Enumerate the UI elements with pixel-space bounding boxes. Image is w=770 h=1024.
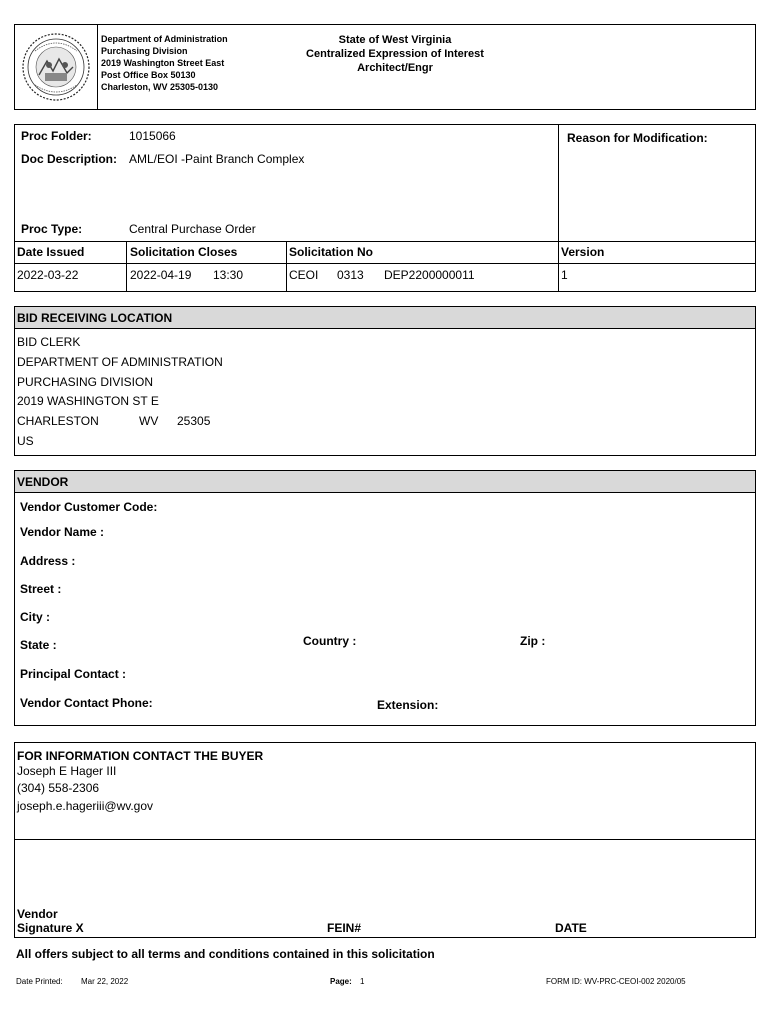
- vendor-heading: VENDOR: [17, 475, 69, 489]
- vendor-zip-label: Zip :: [520, 634, 546, 648]
- buyer-name: Joseph E Hager III: [17, 764, 117, 778]
- col-solicitation-closes: Solicitation Closes: [130, 245, 238, 259]
- contact-heading: FOR INFORMATION CONTACT THE BUYER: [17, 749, 264, 763]
- doc-title-line-2: Centralized Expression of Interest: [306, 48, 484, 60]
- proc-folder-label: Proc Folder:: [21, 129, 92, 143]
- bid-state: WV: [139, 414, 159, 428]
- dept-line-4: Post Office Box 50130: [101, 70, 196, 80]
- bid-location-box: [14, 306, 756, 456]
- date-label: DATE: [555, 921, 587, 935]
- solicitation-id: DEP2200000011: [384, 268, 475, 282]
- vendor-box: [14, 470, 756, 726]
- form-id: FORM ID: WV-PRC-CEOI-002 2020/05: [546, 977, 686, 986]
- reason-modification-label: Reason for Modification:: [567, 131, 708, 145]
- fein-label: FEIN#: [327, 921, 362, 935]
- closes-time-value: 13:30: [213, 268, 244, 282]
- vendor-header-bar: [15, 471, 755, 493]
- header-box: [14, 24, 756, 110]
- solicitation-number: 0313: [337, 268, 364, 282]
- vendor-state-label: State :: [20, 638, 57, 652]
- vendor-name-label: Vendor Name :: [20, 525, 105, 539]
- bid-country: US: [17, 434, 34, 448]
- vendor-country-label: Country :: [303, 634, 357, 648]
- doc-title-line-3: Architect/Engr: [357, 62, 433, 74]
- terms-notice: All offers subject to all terms and conditions contained in this solicitation: [16, 947, 435, 961]
- vendor-sig-label: Vendor: [17, 907, 58, 921]
- buyer-email: joseph.e.hageriii@wv.gov: [17, 799, 154, 813]
- bid-line-1: BID CLERK: [17, 335, 81, 349]
- col-date-issued: Date Issued: [17, 245, 85, 259]
- bid-line-2: DEPARTMENT OF ADMINISTRATION: [17, 355, 223, 369]
- contact-signature-box: [14, 742, 756, 938]
- page-number: 1: [360, 977, 365, 986]
- signature-x-label: Signature X: [17, 921, 84, 935]
- date-issued-value: 2022-03-22: [17, 268, 79, 282]
- proc-info-box: [14, 124, 756, 292]
- bid-zip: 25305: [177, 414, 211, 428]
- doc-description-label: Doc Description:: [21, 152, 118, 166]
- bid-city: CHARLESTON: [17, 414, 99, 428]
- vendor-city-label: City :: [20, 610, 50, 624]
- dept-line-1: Department of Administration: [101, 34, 228, 44]
- date-printed-value: Mar 22, 2022: [81, 977, 129, 986]
- closes-date-value: 2022-04-19: [130, 268, 192, 282]
- vendor-principal-contact-label: Principal Contact :: [20, 667, 127, 681]
- proc-type-label: Proc Type:: [21, 222, 83, 236]
- doc-description-value: AML/EOI -Paint Branch Complex: [129, 152, 305, 166]
- doc-title-line-1: State of West Virginia: [338, 34, 452, 46]
- state-seal-logo: [21, 31, 91, 103]
- date-printed-label: Date Printed:: [16, 977, 63, 986]
- buyer-phone: (304) 558-2306: [17, 781, 100, 795]
- vendor-street-label: Street :: [20, 582, 62, 596]
- vendor-extension-label: Extension:: [377, 698, 439, 712]
- dept-line-5: Charleston, WV 25305-0130: [101, 82, 219, 92]
- vendor-contact-phone-label: Vendor Contact Phone:: [20, 696, 153, 710]
- bid-line-4: 2019 WASHINGTON ST E: [17, 394, 159, 408]
- version-value: 1: [561, 268, 568, 282]
- dept-line-2: Purchasing Division: [101, 46, 188, 56]
- bid-location-heading: BID RECEIVING LOCATION: [17, 311, 173, 325]
- dept-line-3: 2019 Washington Street East: [101, 58, 225, 68]
- proc-type-value: Central Purchase Order: [129, 222, 256, 236]
- col-version: Version: [561, 245, 605, 259]
- bid-line-3: PURCHASING DIVISION: [17, 375, 154, 389]
- col-solicitation-no: Solicitation No: [289, 245, 373, 259]
- vendor-address-label: Address :: [20, 554, 76, 568]
- proc-folder-value: 1015066: [129, 129, 176, 143]
- solicitation-prefix: CEOI: [289, 268, 319, 282]
- vendor-customer-code-label: Vendor Customer Code:: [20, 500, 158, 514]
- page-label: Page:: [330, 977, 352, 986]
